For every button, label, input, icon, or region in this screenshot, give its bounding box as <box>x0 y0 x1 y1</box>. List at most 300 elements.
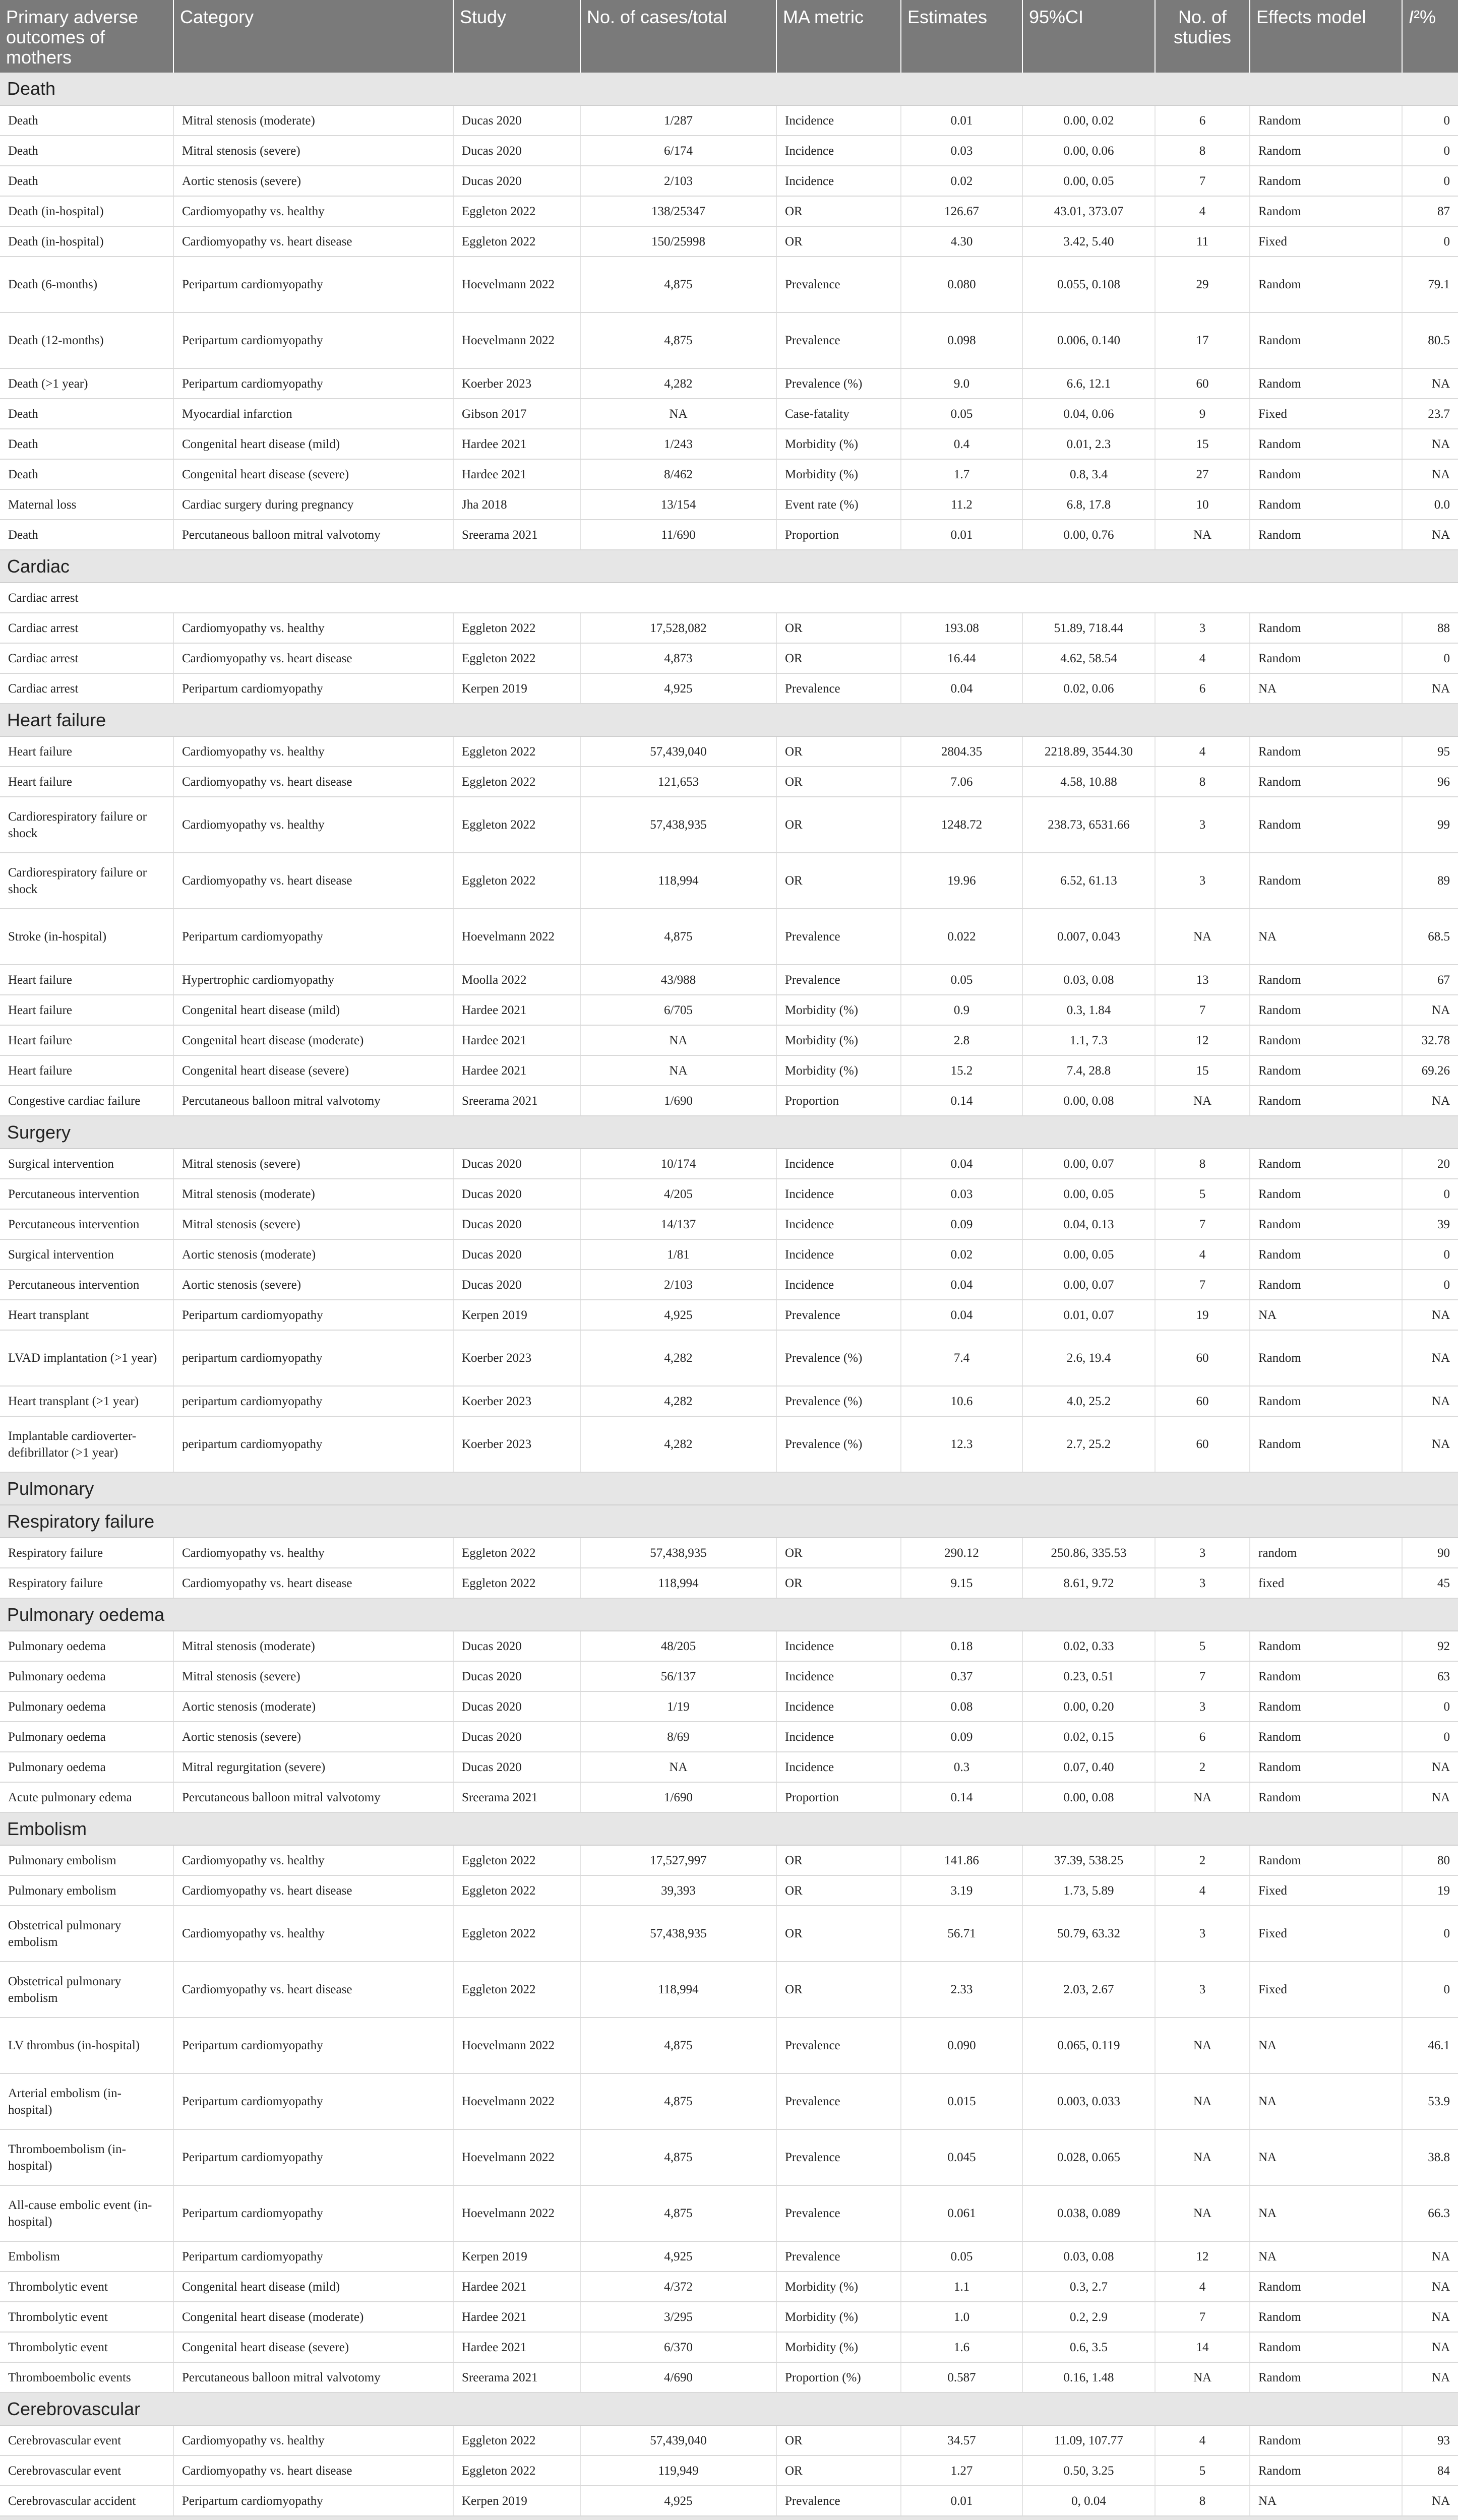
cell-category: Congenital heart disease (severe) <box>173 459 453 489</box>
cell-i2: NA <box>1402 459 1458 489</box>
cell-effects-model: Random <box>1250 767 1402 797</box>
cell-effects-model: NA <box>1250 909 1402 965</box>
cell-ma-metric: Prevalence <box>776 909 901 965</box>
cell-cases: 4,875 <box>580 2185 776 2241</box>
cell-no-studies: NA <box>1155 2129 1250 2185</box>
cell-i2: 66.3 <box>1402 2185 1458 2241</box>
cell-category: Aortic stenosis (severe) <box>173 1722 453 1752</box>
cell-effects-model: Fixed <box>1250 399 1402 429</box>
section-row <box>0 1472 1458 1505</box>
cell-ci: 4.62, 58.54 <box>1022 643 1155 673</box>
cell-cases: 48/205 <box>580 1631 776 1661</box>
cell-cases: 17,528,082 <box>580 613 776 643</box>
cell-estimate: 0.090 <box>901 2018 1022 2073</box>
cell-i2: 0 <box>1402 1270 1458 1300</box>
cell-ci: 0.3, 2.7 <box>1022 2272 1155 2302</box>
cell-i2: 0.0 <box>1402 489 1458 520</box>
cell-outcome: Death <box>0 136 173 166</box>
cell-effects-model: Random <box>1250 643 1402 673</box>
cell-estimate: 19.96 <box>901 853 1022 909</box>
cell-cases: 8/69 <box>580 1722 776 1752</box>
cell-ci: 0.3, 1.84 <box>1022 995 1155 1025</box>
cell-study: Jha 2018 <box>453 489 580 520</box>
table-row <box>0 2486 1458 2516</box>
cell-estimate: 0.022 <box>901 909 1022 965</box>
cell-effects-model: Random <box>1250 1691 1402 1722</box>
table-row <box>0 2332 1458 2362</box>
table-row <box>0 643 1458 673</box>
cell-study: Eggleton 2022 <box>453 1845 580 1875</box>
cell-study: Eggleton 2022 <box>453 643 580 673</box>
cell-ma-metric: Prevalence <box>776 1300 901 1330</box>
cell-ma-metric: Prevalence <box>776 2185 901 2241</box>
cell-outcome: Respiratory failure <box>0 1538 173 1568</box>
cell-ma-metric: OR <box>776 2455 901 2486</box>
cell-outcome: LV thrombus (in-hospital) <box>0 2018 173 2073</box>
cell-cases: 150/25998 <box>580 226 776 257</box>
cell-i2: 39 <box>1402 1209 1458 1239</box>
cell-category: Mitral regurgitation (severe) <box>173 1752 453 1782</box>
cell-category: Cardiomyopathy vs. heart disease <box>173 226 453 257</box>
cell-outcome: Death (12-months) <box>0 312 173 368</box>
cell-estimate: 0.045 <box>901 2129 1022 2185</box>
cell-ma-metric: Morbidity (%) <box>776 459 901 489</box>
cell-study: Ducas 2020 <box>453 105 580 136</box>
cell-outcome: Death <box>0 429 173 459</box>
cell-i2: NA <box>1402 2272 1458 2302</box>
cell-no-studies: 12 <box>1155 1025 1250 1055</box>
cell-cases: 4,875 <box>580 257 776 312</box>
cell-cases: 1/690 <box>580 1782 776 1812</box>
cell-estimate: 0.01 <box>901 2486 1022 2516</box>
table-row <box>0 257 1458 312</box>
cell-i2: 0 <box>1402 1691 1458 1722</box>
cell-estimate: 3.19 <box>901 1875 1022 1906</box>
cell-category: Congenital heart disease (moderate) <box>173 2302 453 2332</box>
cell-no-studies: 17 <box>1155 312 1250 368</box>
section-label: Heart failure <box>0 704 1458 736</box>
cell-cases: 4,925 <box>580 673 776 704</box>
cell-no-studies: 3 <box>1155 1906 1250 1962</box>
cell-cases: 4,925 <box>580 1300 776 1330</box>
table-row <box>0 1179 1458 1209</box>
cell-cases: 4,282 <box>580 1416 776 1472</box>
cell-outcome: Death (>1 year) <box>0 368 173 399</box>
header-estimates: Estimates <box>901 0 1022 73</box>
cell-estimate: 0.02 <box>901 1239 1022 1270</box>
cell-outcome: Surgical intervention <box>0 1149 173 1179</box>
cell-i2: 80.5 <box>1402 312 1458 368</box>
cell-ci: 37.39, 538.25 <box>1022 1845 1155 1875</box>
cell-no-studies: 5 <box>1155 1179 1250 1209</box>
cell-no-studies: 15 <box>1155 429 1250 459</box>
cell-no-studies: 60 <box>1155 1330 1250 1386</box>
cell-ma-metric: Proportion <box>776 1086 901 1116</box>
cell-effects-model: fixed <box>1250 1568 1402 1598</box>
cell-ma-metric: Incidence <box>776 1239 901 1270</box>
cell-effects-model: NA <box>1250 1300 1402 1330</box>
cell-category: Congenital heart disease (mild) <box>173 995 453 1025</box>
cell-ma-metric: Prevalence <box>776 2073 901 2129</box>
cell-cases: 4,282 <box>580 1386 776 1416</box>
cell-outcome: Cardiac arrest <box>0 673 173 704</box>
cell-outcome: Pulmonary oedema <box>0 1631 173 1661</box>
cell-effects-model: Random <box>1250 1661 1402 1691</box>
cell-i2: 0 <box>1402 1906 1458 1962</box>
cell-ma-metric: Incidence <box>776 1270 901 1300</box>
cell-ci: 0.00, 0.76 <box>1022 520 1155 550</box>
cell-effects-model: Random <box>1250 613 1402 643</box>
cell-i2: NA <box>1402 429 1458 459</box>
section-label: Surgery <box>0 1116 1458 1149</box>
cell-estimate: 1248.72 <box>901 797 1022 853</box>
cell-estimate: 0.04 <box>901 1270 1022 1300</box>
cell-estimate: 0.08 <box>901 1691 1022 1722</box>
section-row <box>0 550 1458 583</box>
table-row <box>0 136 1458 166</box>
table-row <box>0 1568 1458 1598</box>
table-row <box>0 1538 1458 1568</box>
cell-ci: 0.16, 1.48 <box>1022 2362 1155 2392</box>
cell-study: Hardee 2021 <box>453 2302 580 2332</box>
cell-study: Hoevelmann 2022 <box>453 2129 580 2185</box>
table-row <box>0 736 1458 767</box>
cell-ci: 3.42, 5.40 <box>1022 226 1155 257</box>
cell-no-studies: 11 <box>1155 226 1250 257</box>
cell-no-studies: 60 <box>1155 1416 1250 1472</box>
cell-outcome: Cardiorespiratory failure or shock <box>0 797 173 853</box>
cell-effects-model: Random <box>1250 1270 1402 1300</box>
cell-cases: 1/19 <box>580 1691 776 1722</box>
cell-i2: 0 <box>1402 1179 1458 1209</box>
table-row <box>0 368 1458 399</box>
cell-ma-metric: Event rate (%) <box>776 489 901 520</box>
cell-no-studies: 15 <box>1155 1055 1250 1086</box>
cell-no-studies: 6 <box>1155 1722 1250 1752</box>
cell-ci: 4.58, 10.88 <box>1022 767 1155 797</box>
cell-cases: 10/174 <box>580 1149 776 1179</box>
cell-estimate: 141.86 <box>901 1845 1022 1875</box>
subheading-row <box>0 583 1458 613</box>
header-ma-metric: MA metric <box>776 0 901 73</box>
cell-i2: NA <box>1402 1330 1458 1386</box>
cell-effects-model: NA <box>1250 673 1402 704</box>
cell-cases: 4,875 <box>580 2073 776 2129</box>
cell-category: Percutaneous balloon mitral valvotomy <box>173 2362 453 2392</box>
cell-effects-model: Random <box>1250 459 1402 489</box>
cell-study: Hardee 2021 <box>453 459 580 489</box>
cell-study: Hardee 2021 <box>453 2272 580 2302</box>
cell-ci: 0.007, 0.043 <box>1022 909 1155 965</box>
cell-effects-model: Random <box>1250 2455 1402 2486</box>
cell-effects-model: Random <box>1250 429 1402 459</box>
cell-no-studies: 2 <box>1155 1752 1250 1782</box>
cell-category: Cardiomyopathy vs. heart disease <box>173 1875 453 1906</box>
cell-effects-model: Random <box>1250 1330 1402 1386</box>
cell-estimate: 34.57 <box>901 2425 1022 2455</box>
cell-i2: NA <box>1402 2362 1458 2392</box>
cell-category: Peripartum cardiomyopathy <box>173 2486 453 2516</box>
cell-outcome: Heart failure <box>0 965 173 995</box>
cell-ma-metric: OR <box>776 226 901 257</box>
cell-cases: 13/154 <box>580 489 776 520</box>
cell-effects-model: Random <box>1250 1239 1402 1270</box>
header-outcome: Primary adverse outcomes of mothers <box>0 0 173 73</box>
cell-study: Eggleton 2022 <box>453 1962 580 2018</box>
cell-i2: 53.9 <box>1402 2073 1458 2129</box>
cell-study: Kerpen 2019 <box>453 2486 580 2516</box>
cell-ci: 0.02, 0.06 <box>1022 673 1155 704</box>
section-label: Pulmonary <box>0 1472 1458 1505</box>
table-row <box>0 226 1458 257</box>
cell-ma-metric: Incidence <box>776 136 901 166</box>
table-row <box>0 1691 1458 1722</box>
cell-ci: 0.00, 0.06 <box>1022 136 1155 166</box>
cell-no-studies: 2 <box>1155 1845 1250 1875</box>
cell-no-studies: 5 <box>1155 1631 1250 1661</box>
cell-cases: NA <box>580 1055 776 1086</box>
cell-no-studies: 3 <box>1155 797 1250 853</box>
cell-ci: 0.8, 3.4 <box>1022 459 1155 489</box>
header-ci: 95%CI <box>1022 0 1155 73</box>
cell-i2: 89 <box>1402 853 1458 909</box>
cell-study: Hoevelmann 2022 <box>453 2073 580 2129</box>
cell-ci: 0.01, 0.07 <box>1022 1300 1155 1330</box>
cell-estimate: 0.587 <box>901 2362 1022 2392</box>
cell-ci: 6.52, 61.13 <box>1022 853 1155 909</box>
cell-estimate: 0.3 <box>901 1752 1022 1782</box>
cell-study: Hoevelmann 2022 <box>453 257 580 312</box>
cell-cases: 57,438,935 <box>580 1538 776 1568</box>
cell-no-studies: 19 <box>1155 1300 1250 1330</box>
cell-category: Cardiomyopathy vs. heart disease <box>173 1962 453 2018</box>
section-row <box>0 2516 1458 2520</box>
table-row <box>0 2272 1458 2302</box>
cell-ci: 4.0, 25.2 <box>1022 1386 1155 1416</box>
cell-ma-metric: Proportion (%) <box>776 2362 901 2392</box>
cell-outcome: Death (in-hospital) <box>0 226 173 257</box>
cell-ci: 250.86, 335.53 <box>1022 1538 1155 1568</box>
table-row <box>0 1209 1458 1239</box>
cell-estimate: 0.05 <box>901 2241 1022 2272</box>
cell-i2: 99 <box>1402 797 1458 853</box>
table-row <box>0 965 1458 995</box>
cell-ma-metric: OR <box>776 736 901 767</box>
table-row <box>0 399 1458 429</box>
table-row <box>0 1875 1458 1906</box>
cell-estimate: 0.061 <box>901 2185 1022 2241</box>
cell-study: Eggleton 2022 <box>453 1875 580 1906</box>
cell-ci: 43.01, 373.07 <box>1022 196 1155 226</box>
table-row <box>0 2129 1458 2185</box>
cell-no-studies: 13 <box>1155 965 1250 995</box>
cell-ma-metric: Prevalence (%) <box>776 1330 901 1386</box>
cell-category: Congenital heart disease (moderate) <box>173 1025 453 1055</box>
cell-category: Congenital heart disease (mild) <box>173 2272 453 2302</box>
cell-no-studies: 60 <box>1155 1386 1250 1416</box>
cell-ci: 0.2, 2.9 <box>1022 2302 1155 2332</box>
table-row <box>0 613 1458 643</box>
cell-ma-metric: OR <box>776 1906 901 1962</box>
cell-no-studies: 7 <box>1155 1209 1250 1239</box>
cell-i2: 63 <box>1402 1661 1458 1691</box>
table-row <box>0 1300 1458 1330</box>
cell-ci: 0.00, 0.07 <box>1022 1270 1155 1300</box>
cell-study: Eggleton 2022 <box>453 613 580 643</box>
cell-category: Peripartum cardiomyopathy <box>173 673 453 704</box>
cell-i2: NA <box>1402 1416 1458 1472</box>
cell-no-studies: 12 <box>1155 2241 1250 2272</box>
cell-ma-metric: Incidence <box>776 1722 901 1752</box>
table-row <box>0 1845 1458 1875</box>
cell-category: Congenital heart disease (severe) <box>173 1055 453 1086</box>
cell-category: Mitral stenosis (severe) <box>173 1661 453 1691</box>
table-row <box>0 1025 1458 1055</box>
cell-category: Peripartum cardiomyopathy <box>173 2185 453 2241</box>
cell-estimate: 1.0 <box>901 2302 1022 2332</box>
cell-ci: 0.02, 0.15 <box>1022 1722 1155 1752</box>
cell-outcome: Pulmonary oedema <box>0 1691 173 1722</box>
cell-i2: 19 <box>1402 1875 1458 1906</box>
cell-effects-model: Random <box>1250 1416 1402 1472</box>
cell-cases: 4/372 <box>580 2272 776 2302</box>
table-row <box>0 2241 1458 2272</box>
cell-no-studies: NA <box>1155 1086 1250 1116</box>
cell-study: Sreerama 2021 <box>453 1086 580 1116</box>
cell-no-studies: NA <box>1155 520 1250 550</box>
cell-ma-metric: Morbidity (%) <box>776 2332 901 2362</box>
cell-estimate: 290.12 <box>901 1538 1022 1568</box>
cell-category: Cardiomyopathy vs. healthy <box>173 613 453 643</box>
cell-no-studies: NA <box>1155 2018 1250 2073</box>
cell-study: Hoevelmann 2022 <box>453 909 580 965</box>
cell-ma-metric: Proportion <box>776 520 901 550</box>
cell-cases: 4,875 <box>580 2018 776 2073</box>
cell-category: Peripartum cardiomyopathy <box>173 257 453 312</box>
cell-no-studies: 6 <box>1155 105 1250 136</box>
cell-outcome: Heart failure <box>0 767 173 797</box>
cell-category: Cardiomyopathy vs. heart disease <box>173 767 453 797</box>
cell-effects-model: Random <box>1250 136 1402 166</box>
cell-category: Peripartum cardiomyopathy <box>173 1300 453 1330</box>
cell-estimate: 0.01 <box>901 105 1022 136</box>
cell-cases: 6/370 <box>580 2332 776 2362</box>
cell-ci: 0.00, 0.05 <box>1022 166 1155 196</box>
cell-study: Koerber 2023 <box>453 368 580 399</box>
table-row <box>0 673 1458 704</box>
cell-effects-model: Random <box>1250 2362 1402 2392</box>
cell-ci: 0.00, 0.20 <box>1022 1691 1155 1722</box>
cell-category: Cardiomyopathy vs. healthy <box>173 1845 453 1875</box>
cell-ci: 0.03, 0.08 <box>1022 2241 1155 2272</box>
cell-study: Sreerama 2021 <box>453 1782 580 1812</box>
cell-ma-metric: OR <box>776 613 901 643</box>
cell-cases: 43/988 <box>580 965 776 995</box>
table-row <box>0 1661 1458 1691</box>
cell-category: Mitral stenosis (moderate) <box>173 1631 453 1661</box>
cell-outcome: Acute pulmonary edema <box>0 1782 173 1812</box>
cell-estimate: 0.080 <box>901 257 1022 312</box>
cell-i2: NA <box>1402 1782 1458 1812</box>
cell-no-studies: 6 <box>1155 673 1250 704</box>
table-row <box>0 909 1458 965</box>
table-header <box>0 0 1458 73</box>
cell-study: Eggleton 2022 <box>453 2425 580 2455</box>
cell-ma-metric: OR <box>776 196 901 226</box>
table-row <box>0 1962 1458 2018</box>
cell-outcome: Obstetrical pulmonary embolism <box>0 1962 173 2018</box>
cell-ci: 0.003, 0.033 <box>1022 2073 1155 2129</box>
cell-no-studies: NA <box>1155 2362 1250 2392</box>
cell-ci: 0.04, 0.13 <box>1022 1209 1155 1239</box>
cell-category: Congenital heart disease (mild) <box>173 429 453 459</box>
cell-i2: 45 <box>1402 1568 1458 1598</box>
cell-ci: 0.00, 0.05 <box>1022 1179 1155 1209</box>
cell-outcome: Pulmonary embolism <box>0 1875 173 1906</box>
cell-category: Cardiac surgery during pregnancy <box>173 489 453 520</box>
cell-outcome: Congestive cardiac failure <box>0 1086 173 1116</box>
cell-outcome: Implantable cardioverter-defibrillator (>1 year) <box>0 1416 173 1472</box>
cell-ci: 0.00, 0.05 <box>1022 1239 1155 1270</box>
cell-ma-metric: Incidence <box>776 1209 901 1239</box>
cell-i2: 90 <box>1402 1538 1458 1568</box>
header-row <box>0 0 1458 73</box>
cell-outcome: Cerebrovascular accident <box>0 2486 173 2516</box>
section-row <box>0 1116 1458 1149</box>
cell-effects-model: Random <box>1250 853 1402 909</box>
cell-i2: 93 <box>1402 2425 1458 2455</box>
cell-study: Ducas 2020 <box>453 1722 580 1752</box>
cell-no-studies: NA <box>1155 2185 1250 2241</box>
table-row <box>0 312 1458 368</box>
cell-i2: NA <box>1402 1752 1458 1782</box>
cell-i2: 96 <box>1402 767 1458 797</box>
cell-cases: 121,653 <box>580 767 776 797</box>
header-effects-model: Effects model <box>1250 0 1402 73</box>
cell-estimate: 126.67 <box>901 196 1022 226</box>
cell-outcome: Death (6-months) <box>0 257 173 312</box>
cell-no-studies: 4 <box>1155 196 1250 226</box>
cell-ci: 238.73, 6531.66 <box>1022 797 1155 853</box>
header-cases: No. of cases/total <box>580 0 776 73</box>
cell-ci: 2.6, 19.4 <box>1022 1330 1155 1386</box>
cell-estimate: 9.15 <box>901 1568 1022 1598</box>
header-category: Category <box>173 0 453 73</box>
cell-study: Ducas 2020 <box>453 1661 580 1691</box>
cell-ci: 2218.89, 3544.30 <box>1022 736 1155 767</box>
cell-outcome: Pulmonary oedema <box>0 1661 173 1691</box>
cell-effects-model: Random <box>1250 196 1402 226</box>
cell-estimate: 0.14 <box>901 1782 1022 1812</box>
cell-category: Cardiomyopathy vs. healthy <box>173 1538 453 1568</box>
cell-ci: 7.4, 28.8 <box>1022 1055 1155 1086</box>
cell-effects-model: Random <box>1250 995 1402 1025</box>
cell-effects-model: Fixed <box>1250 1962 1402 2018</box>
cell-effects-model: Random <box>1250 736 1402 767</box>
cell-cases: NA <box>580 1752 776 1782</box>
cell-estimate: 7.4 <box>901 1330 1022 1386</box>
cell-estimate: 0.4 <box>901 429 1022 459</box>
cell-outcome: Obstetrical pulmonary embolism <box>0 1906 173 1962</box>
cell-cases: 3/295 <box>580 2302 776 2332</box>
cell-category: Peripartum cardiomyopathy <box>173 2018 453 2073</box>
cell-effects-model: Random <box>1250 1782 1402 1812</box>
table-row <box>0 767 1458 797</box>
cell-cases: 4,875 <box>580 312 776 368</box>
cell-outcome: Cardiac arrest <box>0 613 173 643</box>
cell-outcome: Death <box>0 166 173 196</box>
cell-study: Ducas 2020 <box>453 1239 580 1270</box>
